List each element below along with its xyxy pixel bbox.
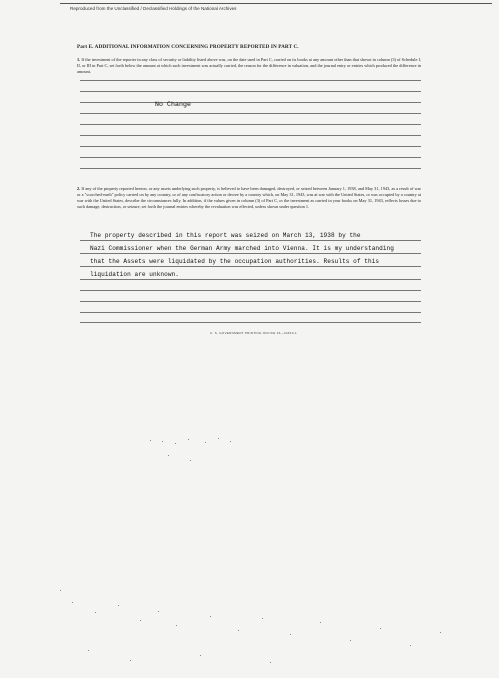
question-1-answer: No Change: [155, 101, 192, 108]
answer-rule: [80, 322, 421, 323]
answer-rule: [80, 91, 421, 92]
question-2-answer-line: Nazi Commissioner when the German Army marched into Vienna. It is my understanding: [90, 245, 394, 252]
answer-rule: [80, 146, 421, 147]
answer-rule: [80, 240, 421, 241]
answer-rule: [80, 80, 421, 81]
question-2-answer-line: liquidation are unknown.: [90, 271, 179, 278]
answer-rule: [80, 266, 421, 267]
question-1-number: 1.: [77, 57, 81, 62]
question-2-number: 2.: [77, 186, 81, 191]
answer-rule: [80, 113, 421, 114]
part-e-header: Part E. ADDITIONAL INFORMATION CONCERNING PROPERTY REPORTED IN PART C.: [77, 44, 299, 50]
answer-rule: [80, 168, 421, 169]
question-2-answer-line: that the Assets were liquidated by the occupation authorities. Results of this: [90, 258, 380, 265]
archive-note: Reproduced from the Unclassified / Declassified Holdings of the National Archives: [70, 6, 237, 11]
top-border-line: [60, 3, 492, 4]
question-2: [77, 186, 421, 210]
answer-rule: [80, 290, 421, 291]
answer-rule: [80, 301, 421, 302]
gpo-footer: U. S. GOVERNMENT PRINTING OFFICE 16—34610-1: [210, 331, 298, 335]
answer-rule: [80, 312, 421, 313]
answer-rule: [80, 253, 421, 254]
answer-rule: [80, 102, 421, 103]
question-2-text: If any of the property reported hereon, or any assets underlying such property, is believed to have been damaged, destroyed, or seized between January 1, 1938, and May 31, 1943, as a result of war or a "scorched-earth" policy carried on by any country, or of any confiscatory action or decree by a country which, on May 31, 1943, was at war with the United States, or was occupied by a country at war with the United States, describe the circumstances fully. In addition, if the values given in column (3) of Part C, or the investment as carried in your books on May 31, 1943, reflects losses due to such damage, destruction, or seizure, set forth the journal entries whereby the revaluation was effected, unless shown under question 1.: [77, 186, 421, 210]
answer-rule: [80, 279, 421, 280]
answer-rule: [80, 124, 421, 125]
question-2-answer-line: The property described in this report was seized on March 13, 1938 by the: [90, 232, 361, 239]
question-1: [77, 57, 421, 75]
answer-rule: [80, 135, 421, 136]
answer-rule: [80, 157, 421, 158]
question-1-text: If the investment of the reporter in any class of security or liability listed above was, on the date used in Part C, carried on its books at any amount other than that shown in column (3) of Schedule I, II, or III in Part C, set forth below the amount at which such investment was actually carried, the reason for the difference in valuation, and the journal entry or entries which produced the difference in amount.: [77, 57, 421, 75]
